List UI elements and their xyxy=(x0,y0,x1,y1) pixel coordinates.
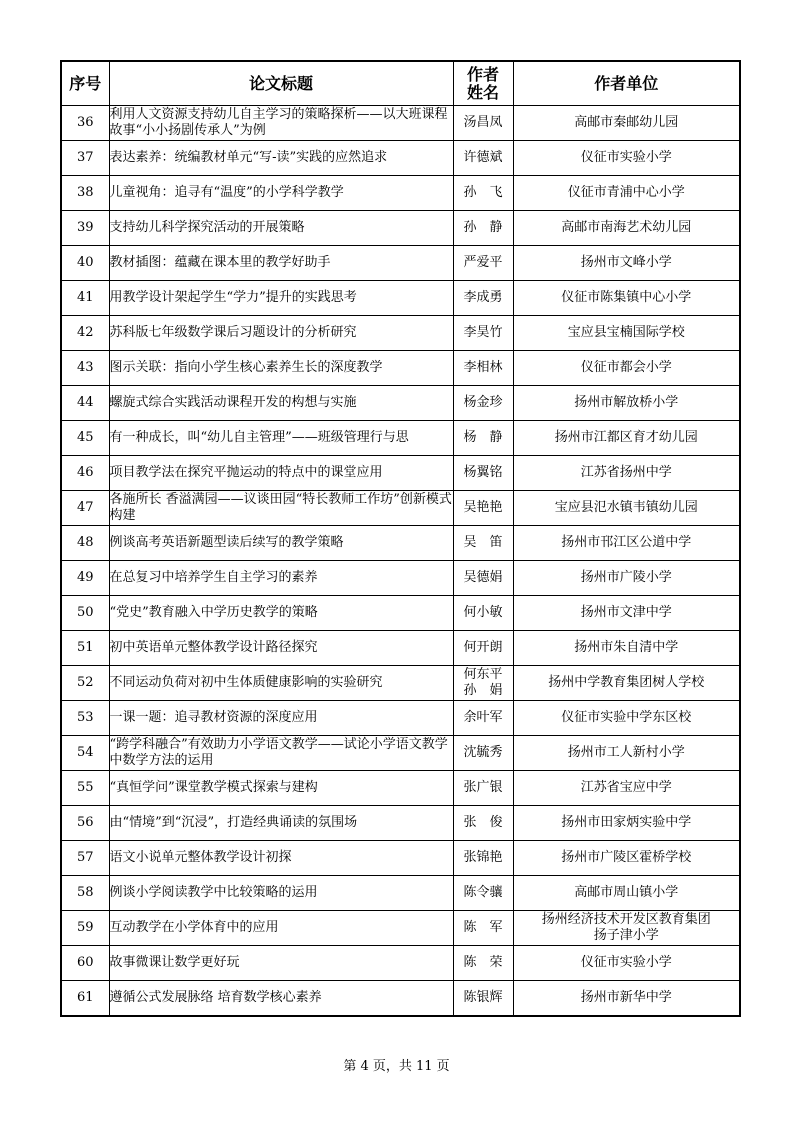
header-author xyxy=(453,61,513,106)
row-number: 48 xyxy=(61,526,109,561)
author-name: 杨 静 xyxy=(453,421,513,456)
paper-title: 由“情境”到“沉浸”，打造经典诵读的氛围场 xyxy=(109,806,453,841)
author-unit-text: 仪征市陈集镇中心小学 xyxy=(561,290,692,305)
paper-title: 在总复习中培养学生自主学习的素养 xyxy=(109,561,453,596)
author-unit-text: 高邮市南海艺术幼儿园 xyxy=(561,220,692,235)
author-name: 吴艳艳 xyxy=(453,491,513,526)
row-number: 49 xyxy=(61,561,109,596)
author-unit xyxy=(513,771,740,806)
author-unit xyxy=(513,561,740,596)
author-unit xyxy=(513,351,740,386)
row-number: 53 xyxy=(61,701,109,736)
author-unit xyxy=(513,421,740,456)
author-name: 孙 飞 xyxy=(453,176,513,211)
table-row xyxy=(61,701,740,736)
author-name: 张 俊 xyxy=(453,806,513,841)
table-row xyxy=(61,106,740,141)
author-name: 陈 军 xyxy=(453,911,513,946)
table-row xyxy=(61,841,740,876)
author-unit-text: 仪征市都会小学 xyxy=(580,360,672,375)
table-row xyxy=(61,176,740,211)
author-unit xyxy=(513,386,740,421)
row-number: 42 xyxy=(61,316,109,351)
author-unit-text: 扬州市广陵区霍桥学校 xyxy=(561,850,692,865)
table-row xyxy=(61,771,740,806)
paper-title: 互动教学在小学体育中的应用 xyxy=(109,911,453,946)
author-unit-text: 仪征市青浦中心小学 xyxy=(567,185,685,200)
author-name: 张广银 xyxy=(453,771,513,806)
row-number: 57 xyxy=(61,841,109,876)
table-row xyxy=(61,456,740,491)
header-unit: 作者单位 xyxy=(513,61,740,106)
table-row xyxy=(61,491,740,526)
paper-title: 例谈高考英语新题型读后续写的教学策略 xyxy=(109,526,453,561)
paper-title: 教材插图：蕴藏在课本里的教学好助手 xyxy=(109,246,453,281)
author-name: 陈 荣 xyxy=(453,946,513,981)
paper-title: 语文小说单元整体教学设计初探 xyxy=(109,841,453,876)
paper-title: 例谈小学阅读教学中比较策略的运用 xyxy=(109,876,453,911)
table-row xyxy=(61,666,740,701)
author-unit xyxy=(513,701,740,736)
author-unit xyxy=(513,281,740,316)
paper-title: 不同运动负荷对初中生体质健康影响的实验研究 xyxy=(109,666,453,701)
paper-title: 用教学设计架起学生“学力”提升的实践思考 xyxy=(109,281,453,316)
author-unit xyxy=(513,316,740,351)
table-row xyxy=(61,736,740,771)
table-row xyxy=(61,386,740,421)
row-number: 37 xyxy=(61,141,109,176)
paper-title: “跨学科融合”有效助力小学语文教学——试论小学语文教学中数学方法的运用 xyxy=(109,736,453,771)
author-unit xyxy=(513,176,740,211)
table-header-row xyxy=(61,61,740,106)
author-name: 何东平 孙 娟 xyxy=(453,666,513,701)
paper-title: “真恒学问”课堂教学模式探索与建构 xyxy=(109,771,453,806)
table-row xyxy=(61,141,740,176)
author-unit-text: 扬州市文峰小学 xyxy=(580,255,672,270)
author-unit-text: 江苏省扬州中学 xyxy=(580,465,672,480)
row-number: 58 xyxy=(61,876,109,911)
author-unit-text: 扬州经济技术开发区教育集团 扬子津小学 xyxy=(541,912,711,943)
author-unit xyxy=(513,806,740,841)
paper-title: 初中英语单元整体教学设计路径探究 xyxy=(109,631,453,666)
paper-title: 表达素养：统编教材单元“写-读”实践的应然追求 xyxy=(109,141,453,176)
paper-title: 支持幼儿科学探究活动的开展策略 xyxy=(109,211,453,246)
table-row xyxy=(61,806,740,841)
author-name: 汤昌凤 xyxy=(453,106,513,141)
author-name: 许德斌 xyxy=(453,141,513,176)
author-name: 杨翼铭 xyxy=(453,456,513,491)
row-number: 43 xyxy=(61,351,109,386)
table-row xyxy=(61,981,740,1017)
table-body xyxy=(61,106,740,1017)
row-number: 46 xyxy=(61,456,109,491)
table-row xyxy=(61,211,740,246)
author-unit xyxy=(513,211,740,246)
table-row xyxy=(61,526,740,561)
paper-title: “党史”教育融入中学历史教学的策略 xyxy=(109,596,453,631)
author-name: 余叶军 xyxy=(453,701,513,736)
author-unit xyxy=(513,736,740,771)
author-name: 何开朗 xyxy=(453,631,513,666)
author-unit-text: 扬州市邗江区公道中学 xyxy=(561,535,692,550)
author-name: 李成勇 xyxy=(453,281,513,316)
author-unit-text: 扬州市文津中学 xyxy=(580,605,672,620)
author-name: 李相林 xyxy=(453,351,513,386)
row-number: 40 xyxy=(61,246,109,281)
author-name: 何小敏 xyxy=(453,596,513,631)
row-number: 59 xyxy=(61,911,109,946)
table-row xyxy=(61,316,740,351)
table-row xyxy=(61,596,740,631)
author-unit-text: 扬州市田家炳实验中学 xyxy=(561,815,692,830)
author-unit-text: 扬州市新华中学 xyxy=(580,990,672,1005)
header-number: 序号 xyxy=(61,61,109,106)
author-unit xyxy=(513,596,740,631)
author-unit xyxy=(513,141,740,176)
table-row xyxy=(61,246,740,281)
header-author-label: 作者 姓名 xyxy=(466,64,499,102)
author-unit-text: 宝应县宝楠国际学校 xyxy=(567,325,685,340)
paper-title: 苏科版七年级数学课后习题设计的分析研究 xyxy=(109,316,453,351)
author-name: 严爱平 xyxy=(453,246,513,281)
author-unit-text: 扬州市广陵小学 xyxy=(580,570,672,585)
author-unit xyxy=(513,246,740,281)
row-number: 51 xyxy=(61,631,109,666)
author-name: 杨金珍 xyxy=(453,386,513,421)
paper-title: 各施所长 香溢满园——议谈田园“特长教师工作坊”创新模式构建 xyxy=(109,491,453,526)
author-unit xyxy=(513,526,740,561)
row-number: 60 xyxy=(61,946,109,981)
paper-title: 遵循公式发展脉络 培育数学核心素养 xyxy=(109,981,453,1017)
header-title: 论文标题 xyxy=(109,61,453,106)
author-unit xyxy=(513,981,740,1017)
row-number: 38 xyxy=(61,176,109,211)
row-number: 50 xyxy=(61,596,109,631)
author-name: 吴 笛 xyxy=(453,526,513,561)
row-number: 44 xyxy=(61,386,109,421)
author-name: 陈银辉 xyxy=(453,981,513,1017)
table-row xyxy=(61,876,740,911)
author-unit xyxy=(513,631,740,666)
row-number: 45 xyxy=(61,421,109,456)
author-name: 李昊竹 xyxy=(453,316,513,351)
author-unit-text: 高邮市周山镇小学 xyxy=(574,885,679,900)
paper-title: 利用人文资源支持幼儿自主学习的策略探析——以大班课程故事“小小扬剧传承人”为例 xyxy=(109,106,453,141)
author-unit-text: 仪征市实验小学 xyxy=(580,150,672,165)
table-row xyxy=(61,631,740,666)
author-unit-text: 扬州中学教育集团树人学校 xyxy=(548,675,705,690)
row-number: 41 xyxy=(61,281,109,316)
table-row xyxy=(61,351,740,386)
table-row xyxy=(61,561,740,596)
author-unit xyxy=(513,841,740,876)
author-unit-text: 仪征市实验小学 xyxy=(580,955,672,970)
author-unit xyxy=(513,876,740,911)
paper-title: 有一种成长，叫“幼儿自主管理”——班级管理行与思 xyxy=(109,421,453,456)
author-name: 沈毓秀 xyxy=(453,736,513,771)
row-number: 54 xyxy=(61,736,109,771)
row-number: 61 xyxy=(61,981,109,1017)
table-row xyxy=(61,281,740,316)
paper-title: 儿童视角：追寻有“温度”的小学科学教学 xyxy=(109,176,453,211)
author-unit-text: 扬州市工人新村小学 xyxy=(567,745,685,760)
row-number: 39 xyxy=(61,211,109,246)
author-unit xyxy=(513,666,740,701)
author-unit xyxy=(513,946,740,981)
paper-title: 螺旋式综合实践活动课程开发的构想与实施 xyxy=(109,386,453,421)
table-row xyxy=(61,911,740,946)
paper-title: 一课一题：追寻教材资源的深度应用 xyxy=(109,701,453,736)
row-number: 52 xyxy=(61,666,109,701)
author-unit-text: 仪征市实验中学东区校 xyxy=(561,710,692,725)
table-row xyxy=(61,946,740,981)
author-name: 张锦艳 xyxy=(453,841,513,876)
author-unit xyxy=(513,491,740,526)
author-unit-text: 高邮市秦邮幼儿园 xyxy=(574,115,679,130)
author-name: 吴德娟 xyxy=(453,561,513,596)
paper-title: 项目教学法在探究平抛运动的特点中的课堂应用 xyxy=(109,456,453,491)
paper-title: 图示关联：指向小学生核心素养生长的深度教学 xyxy=(109,351,453,386)
author-unit-text: 扬州市江都区育才幼儿园 xyxy=(554,430,698,445)
row-number: 47 xyxy=(61,491,109,526)
author-unit xyxy=(513,456,740,491)
paper-list-table xyxy=(60,60,741,1017)
row-number: 56 xyxy=(61,806,109,841)
table-row xyxy=(61,421,740,456)
author-unit xyxy=(513,106,740,141)
author-name: 孙 静 xyxy=(453,211,513,246)
author-unit-text: 扬州市朱自清中学 xyxy=(574,640,679,655)
page-footer: 第 4 页，共 11 页 xyxy=(343,1059,450,1074)
paper-title: 故事微课让数学更好玩 xyxy=(109,946,453,981)
author-unit-text: 宝应县氾水镇韦镇幼儿园 xyxy=(554,500,698,515)
author-unit-text: 江苏省宝应中学 xyxy=(580,780,672,795)
row-number: 55 xyxy=(61,771,109,806)
author-name: 陈令骧 xyxy=(453,876,513,911)
author-unit-text: 扬州市解放桥小学 xyxy=(574,395,679,410)
author-unit xyxy=(513,911,740,946)
row-number: 36 xyxy=(61,106,109,141)
